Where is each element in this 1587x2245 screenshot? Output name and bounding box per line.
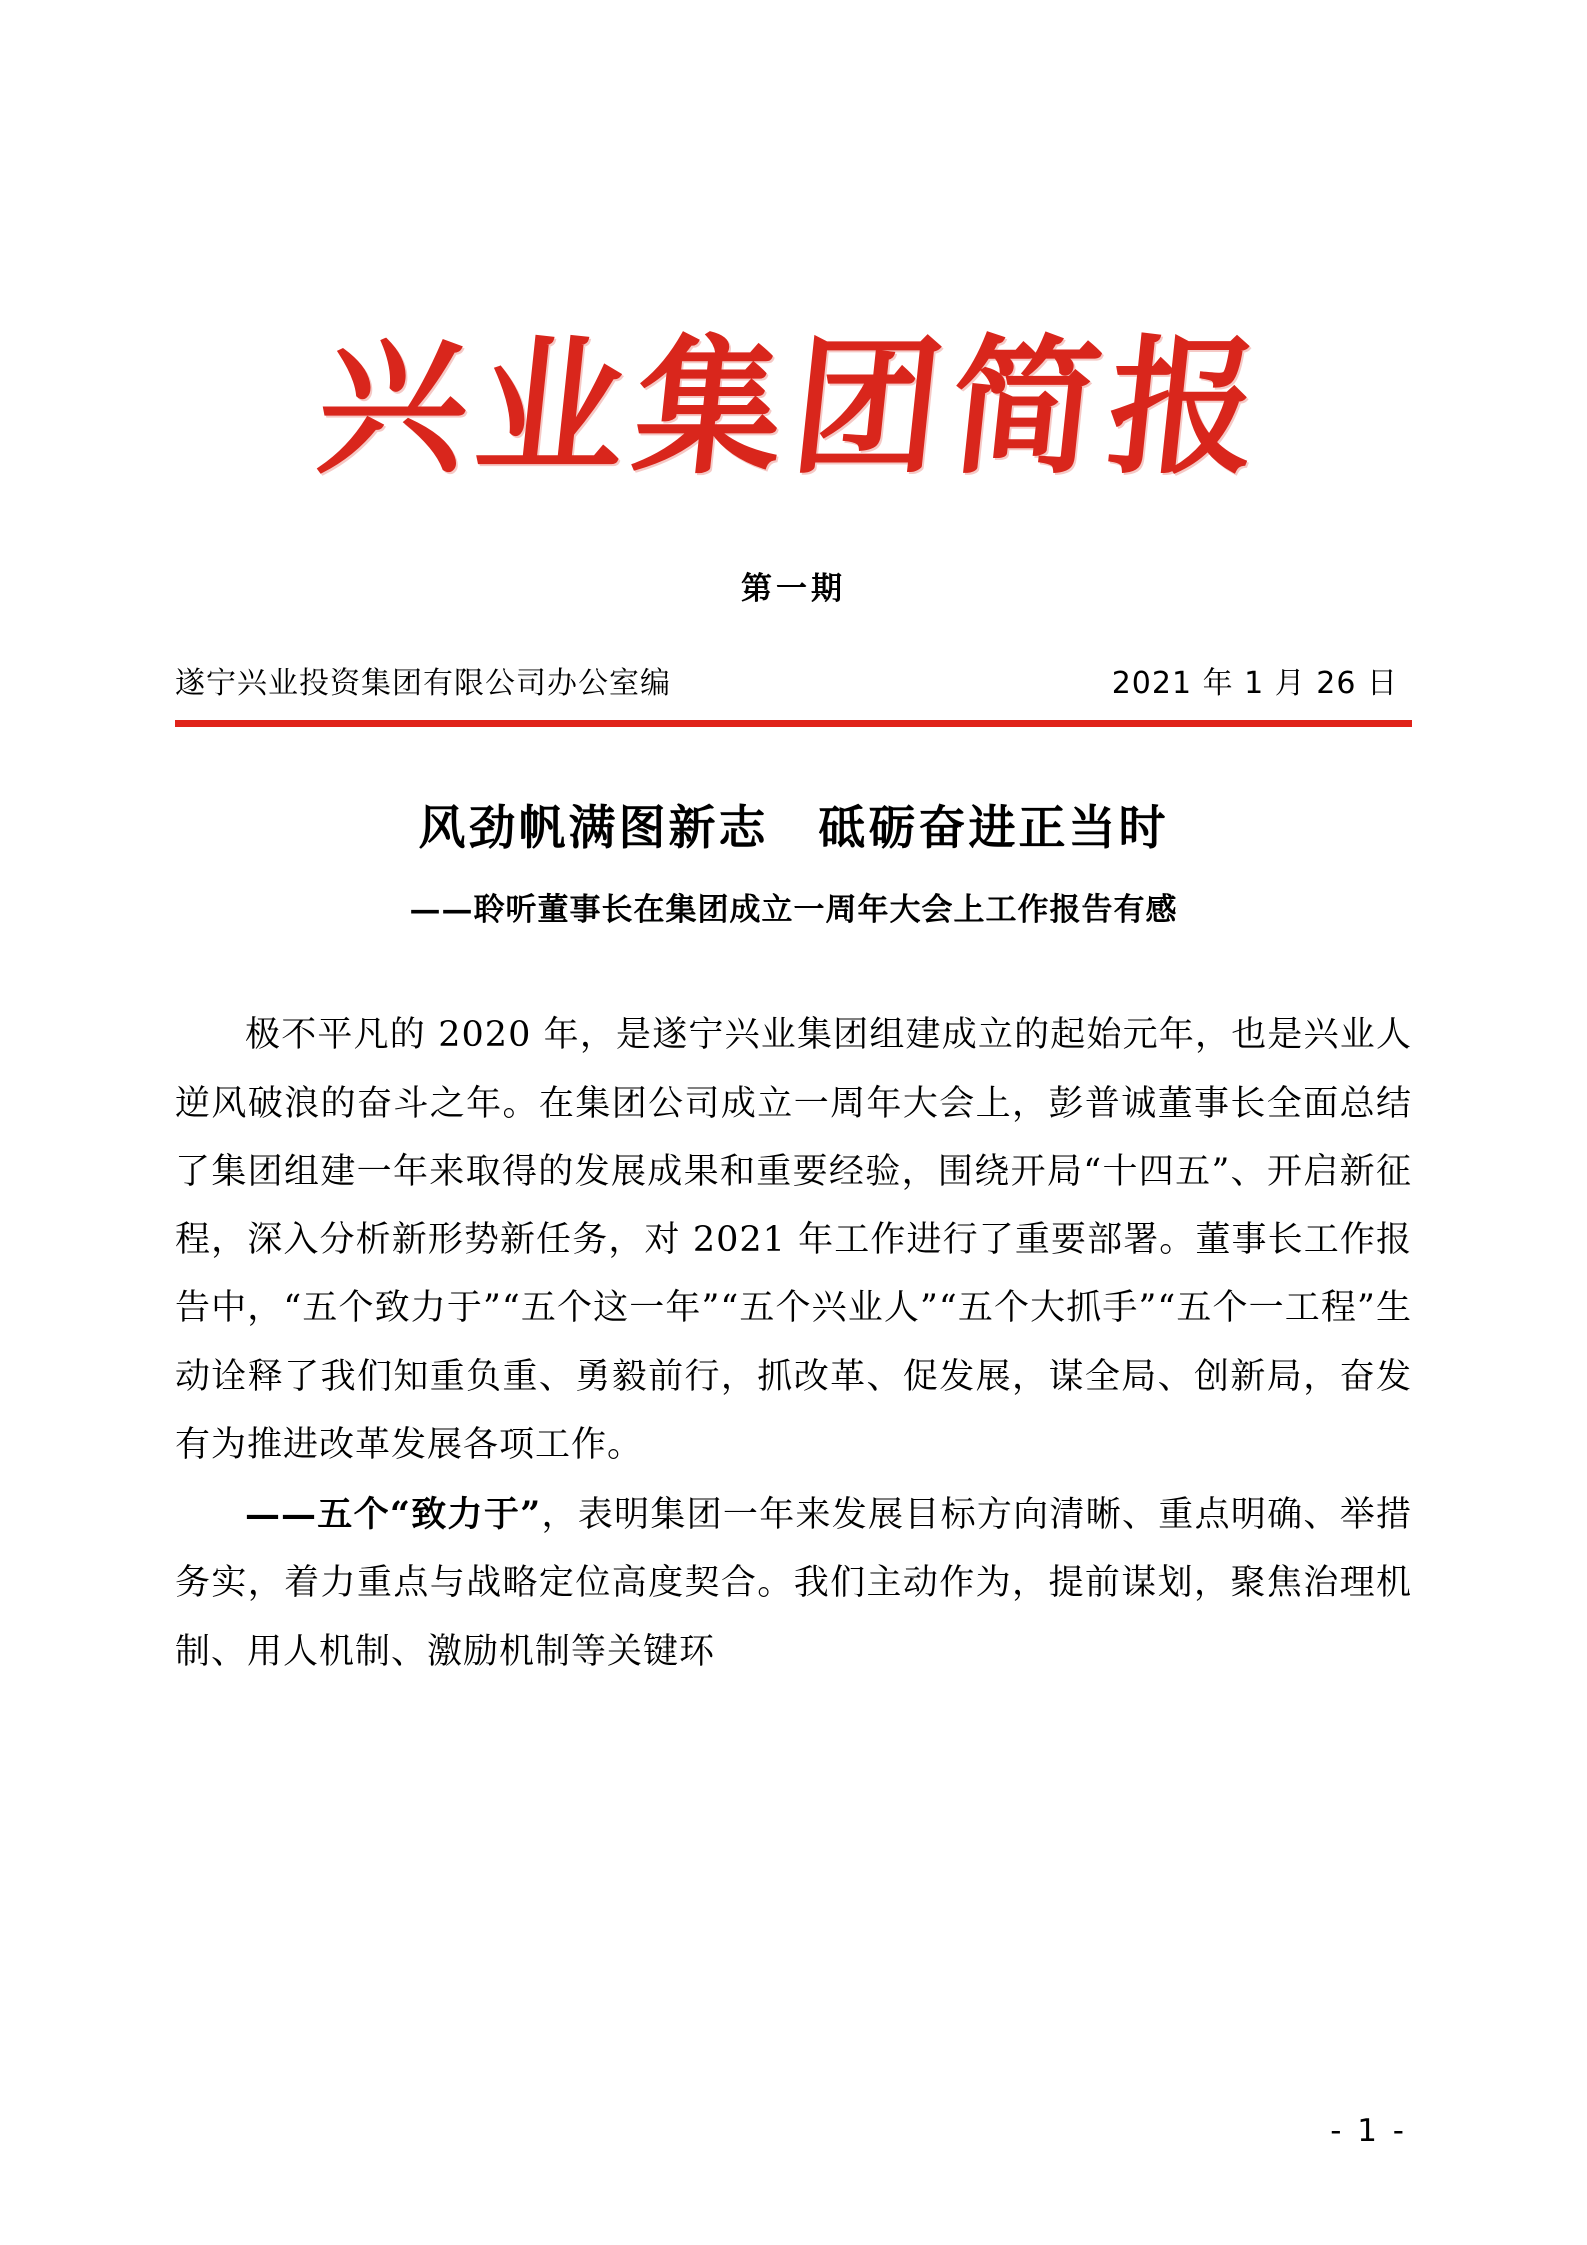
issue-number: 第一期 <box>741 571 846 608</box>
paragraph-2 <box>175 1481 1412 1686</box>
paragraph-2-rest: ，表明集团一年来发展目标方向清晰、重点明确、举措务实，着力重点与战略定位高度契合。我们主动作为，提前谋划，聚焦治理机制、用人机制、激励机制等关键环 <box>175 1495 1412 1672</box>
paragraph-2-lead: ——五个“致力于” <box>245 1494 542 1536</box>
paragraph-1: 极不平凡的 2020 年，是遂宁兴业集团组建成立的起始元年，也是兴业人逆风破浪的奋斗之年。在集团公司成立一周年大会上，彭普诚董事长全面总结了集团组建一年来取得的发展成果和重要经验，围绕开局“十四五”、开启新征程，深入分析新形势新任务，对 2021 年工作进行了重要部署。董事长工作报告中，“五个致力于”“五个这一年”“五个兴业人”“五个大抓手”“五个一工程”生动诠释了我们知重负重、勇毅前行，抓改革、促发展，谋全局、创新局，奋发有为推进改革发展各项工作。 <box>175 1015 1412 1465</box>
article-title: 风劲帆满图新志 砥砺奋进正当时 <box>418 801 1169 857</box>
imprint-row <box>175 658 1412 702</box>
page-number: - 1 - <box>1330 2113 1407 2149</box>
article <box>175 791 1412 1686</box>
publisher-label: 遂宁兴业投资集团有限公司办公室编 <box>175 666 671 702</box>
masthead-title: 兴业集团简报 <box>310 320 1277 494</box>
masthead <box>175 0 1412 494</box>
article-body <box>175 1001 1412 1686</box>
article-subtitle: ——聆听董事长在集团成立一周年大会上工作报告有感 <box>409 892 1178 929</box>
header-divider-rule <box>175 720 1412 727</box>
publication-date: 2021 年 1 月 26 日 <box>1111 666 1398 702</box>
